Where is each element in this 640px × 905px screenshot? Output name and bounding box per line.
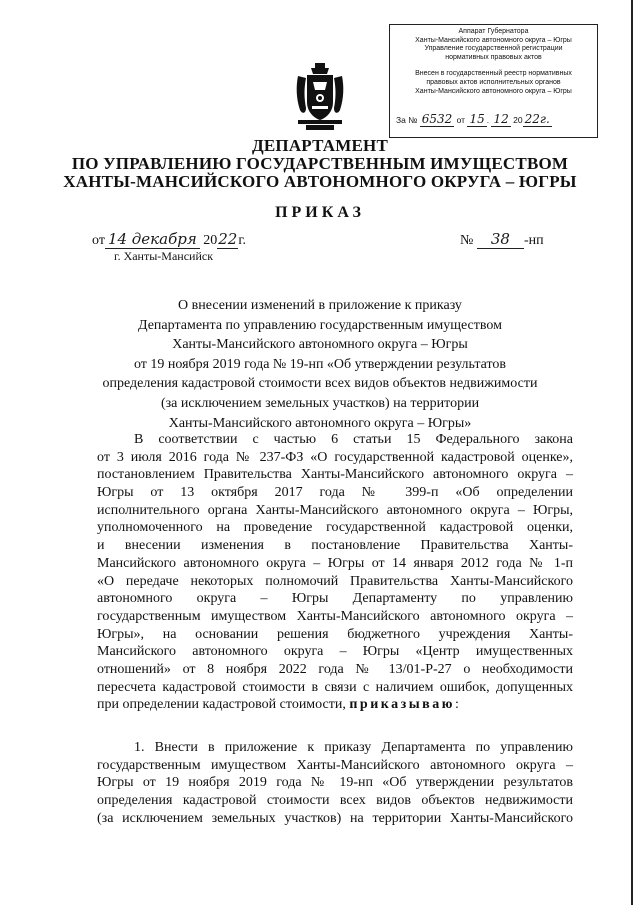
preamble-paragraph xyxy=(97,431,573,714)
decree-colon: : xyxy=(454,697,459,713)
stamp-reg-dot: . xyxy=(486,115,490,125)
document-type-title: ПРИКАЗ xyxy=(275,204,365,221)
item-line: определения кадастровой стоимости всех видов объектов недвижимости xyxy=(97,793,573,809)
department-title-line: ДЕПАРТАМЕНТ xyxy=(251,136,389,155)
stamp-line: нормативных правовых актов xyxy=(445,53,542,61)
year-suffix: г. xyxy=(238,233,247,248)
preamble-line: пересчета кадастровой стоимости в связи с наличием ошибок, допущенных xyxy=(97,679,573,695)
preamble-line: исполнительного органа Ханты-Мансийского автономного округа – Югры, xyxy=(97,502,573,518)
item-1-paragraph xyxy=(97,739,573,827)
preamble-line: отношений» от 8 ноября 2022 года № 13/01-Р-27 о необходимости xyxy=(97,661,573,677)
preamble-last-line xyxy=(97,696,573,714)
preamble-line: автономного округа – Югры Департаменту по управлению xyxy=(97,591,573,607)
stamp-reg-year: 22г. xyxy=(524,112,550,126)
item-line: государственным имуществом Ханты-Мансийского автономного округа – xyxy=(97,757,573,773)
stamp-line: Внесен в государственный реестр нормативных xyxy=(415,70,572,78)
preamble-line: Югры от 13 октября 2017 года № 399-п «Об определении xyxy=(97,485,573,501)
order-date xyxy=(92,230,246,249)
preamble-line: от 3 июля 2016 года № 237-ФЗ «О государственной кадастровой оценке», xyxy=(97,449,573,465)
stamp-registration-line xyxy=(396,112,593,126)
order-number xyxy=(460,230,544,249)
preamble-line: и внесении изменения в постановление Правительства Ханты- xyxy=(97,538,573,554)
item-line: Югры от 19 ноября 2019 года № 19-нп «Об утверждении результатов xyxy=(97,775,573,791)
department-title-line: ХАНТЫ-МАНСИЙСКОГО АВТОНОМНОГО ОКРУГА – ЮГРЫ xyxy=(63,172,577,191)
subject-line: Ханты-Мансийского автономного округа – Югры xyxy=(172,337,468,353)
department-title-line: ПО УПРАВЛЕНИЮ ГОСУДАРСТВЕННЫМ ИМУЩЕСТВОМ xyxy=(71,154,569,173)
stamp-line: Ханты-Мансийского автономного округа – Югры xyxy=(415,87,572,95)
registration-stamp xyxy=(389,24,598,138)
preamble-line: Мансийского автономного округа – Югры от 14 января 2012 года № 1-п xyxy=(97,555,573,571)
date-prefix: от xyxy=(92,233,105,248)
preamble-line: уполномоченного на проведение государственной кадастровой оценки, xyxy=(97,520,573,536)
stamp-reg-month: 12 xyxy=(493,112,509,126)
subject-line: (за исключением земельных участков) на территории xyxy=(160,395,480,411)
preamble-line: государственным имуществом Ханты-Мансийского автономного округа – xyxy=(97,608,573,624)
subject-line: О внесении изменений в приложение к приказу xyxy=(178,298,462,313)
city-name: г. Ханты-Мансийск xyxy=(114,249,214,263)
date-handwritten: 14 декабря xyxy=(105,230,200,249)
order-subject xyxy=(100,296,540,433)
stamp-line: правовых актов исполнительных органов xyxy=(426,78,561,86)
number-prefix: № xyxy=(460,233,474,248)
stamp-reg-day: 15 xyxy=(469,112,485,126)
stamp-line: Аппарат Губернатора xyxy=(458,28,529,35)
preamble-line: Югры», на основании решения бюджетного учреждения Ханты- xyxy=(97,626,573,642)
subject-line: Ханты-Мансийского автономного округа – Югры» xyxy=(168,415,472,431)
stamp-line: Ханты-Мансийского автономного округа – Югры xyxy=(415,36,572,44)
preamble-line: постановлением Правительства Ханты-Мансийского автономного округа – xyxy=(97,467,573,483)
stamp-reg-year-prefix: 20 xyxy=(513,115,523,125)
stamp-reg-number: 6532 xyxy=(421,112,453,126)
year-handwritten: 22 xyxy=(218,230,238,248)
subject-line: от 19 ноября 2019 года № 19-нп «Об утверждении результатов xyxy=(133,356,507,372)
preamble-line: «О передаче некоторых полномочий Правительства Ханты-Мансийского xyxy=(97,573,573,589)
stamp-reg-from: от xyxy=(456,115,466,125)
number-handwritten: 38 xyxy=(477,230,524,249)
subject-line: определения кадастровой стоимости всех видов объектов недвижимости xyxy=(102,376,538,392)
preamble-last-text: при определении кадастровой стоимости, xyxy=(97,697,346,713)
stamp-reg-prefix: За № xyxy=(396,115,418,125)
item-line: (за исключением земельных участков) на территории Ханты-Мансийского xyxy=(97,810,573,826)
preamble-line: Мансийского автономного округа – Югры «Центр имущественных xyxy=(97,644,573,660)
number-suffix: -нп xyxy=(523,233,544,248)
item-line: 1. Внести в приложение к приказу Департамента по управлению xyxy=(134,740,573,755)
scan-edge-line xyxy=(631,0,633,905)
decree-word: приказываю xyxy=(349,697,455,713)
year-prefix: 20 xyxy=(203,233,218,248)
coat-of-arms-icon xyxy=(294,62,346,132)
preamble-line: В соответствии с частью 6 статьи 15 Федерального закона xyxy=(134,432,573,447)
subject-line: Департамента по управлению государственным имуществом xyxy=(138,317,502,333)
stamp-line: Управление государственной регистрации xyxy=(424,45,563,53)
